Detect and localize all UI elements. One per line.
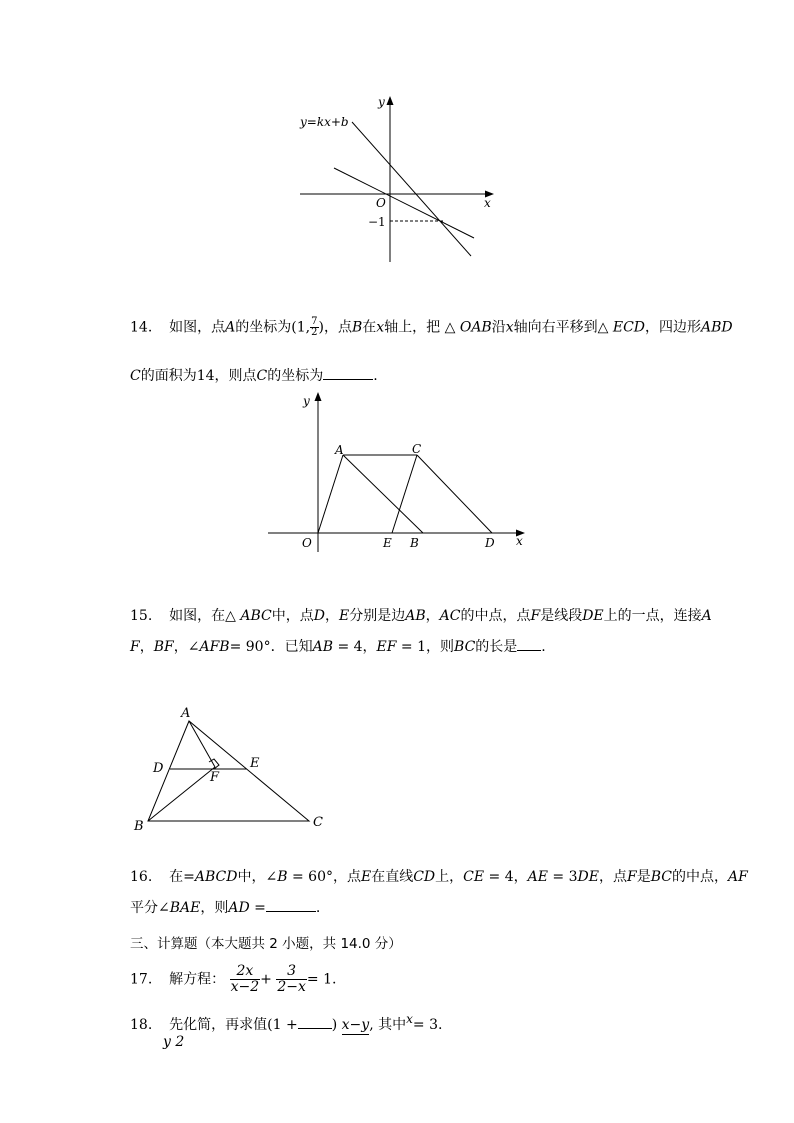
fig14-label-O: O — [302, 536, 312, 550]
fig15-label-B: B — [134, 819, 144, 834]
q18-fraction-blank — [298, 1028, 332, 1029]
q17-fraction-1: $\frac{2x}{x-2}$ — [230, 963, 260, 995]
q17-fraction-2: $\frac{3}{2-x}$ — [277, 963, 306, 995]
fig13-origin-label: O — [376, 196, 386, 210]
question-15-line-1: 15. 如图，在△ ABC中，点D，E分别是边AB，AC的中点，点F是线段DE上的一点，连接A — [130, 608, 712, 624]
question-18: 18. 先化简，再求值(1 + ) x−y, 其中x= 3. — [130, 1012, 443, 1033]
fig14-y-label: y — [303, 394, 310, 408]
q18-number: 18. — [130, 1017, 153, 1033]
fig14-label-A: A — [335, 443, 344, 457]
fig15-triangle-ABC — [148, 721, 309, 821]
fig14-label-C: C — [412, 442, 422, 456]
fig14-label-D: D — [485, 536, 495, 550]
fig13-y-label: y — [378, 95, 385, 109]
fig13-line-label: y=kx+b — [300, 115, 349, 129]
question-14-line-1: 14. 如图，点A的坐标为(1, $\frac{7}{2}$ )，点B在x轴上，把 △ OAB沿x轴向右平移到△ ECD，四边形ABD — [130, 316, 733, 338]
fig15-label-D: D — [153, 761, 164, 776]
fig13-x-label: x — [484, 196, 491, 210]
fig15-segment-AF — [189, 721, 215, 767]
question-15-line-2: F，BF，∠AFB= 90°．已知AB = 4，EF = 1，则BC的长是 . — [130, 639, 546, 655]
fig14-x-label: x — [516, 534, 523, 548]
q18-fraction-numerator: x−y — [341, 1017, 370, 1033]
fig15-label-F: F — [210, 770, 220, 785]
q18-denominator-y2: y 2 — [163, 1034, 185, 1050]
fig15-label-E: E — [250, 756, 260, 771]
question-17: 17. 解方程： $\frac{2x}{x-2}$ + $\frac{3}{2-x}$ = 1. — [130, 963, 337, 995]
section-3-title: 三、计算题（本大题共 2 小题，共 14.0 分） — [130, 936, 402, 952]
fig15-label-A: A — [181, 706, 191, 721]
fig13-minus-one-label: −1 — [368, 215, 386, 229]
fig14-label-B: B — [410, 536, 419, 550]
q15-number: 15. — [130, 608, 153, 624]
q16-answer-blank — [266, 911, 316, 912]
question-16-line-2: 平分∠BAE，则AD = . — [130, 900, 321, 916]
question-16-line-1: 16. 在=ABCD中，∠B = 60°，点E在直线CD上，CE = 4，AE = 3DE，点F是BC的中点，AF — [130, 869, 748, 885]
question-14-line-2: C的面积为14，则点C的坐标为 . — [130, 368, 378, 384]
q16-number: 16. — [130, 869, 153, 885]
fig15-label-C: C — [313, 815, 323, 830]
fig14-label-E: E — [383, 536, 392, 550]
q14-number: 14. — [130, 319, 153, 336]
q17-number: 17. — [130, 971, 153, 988]
